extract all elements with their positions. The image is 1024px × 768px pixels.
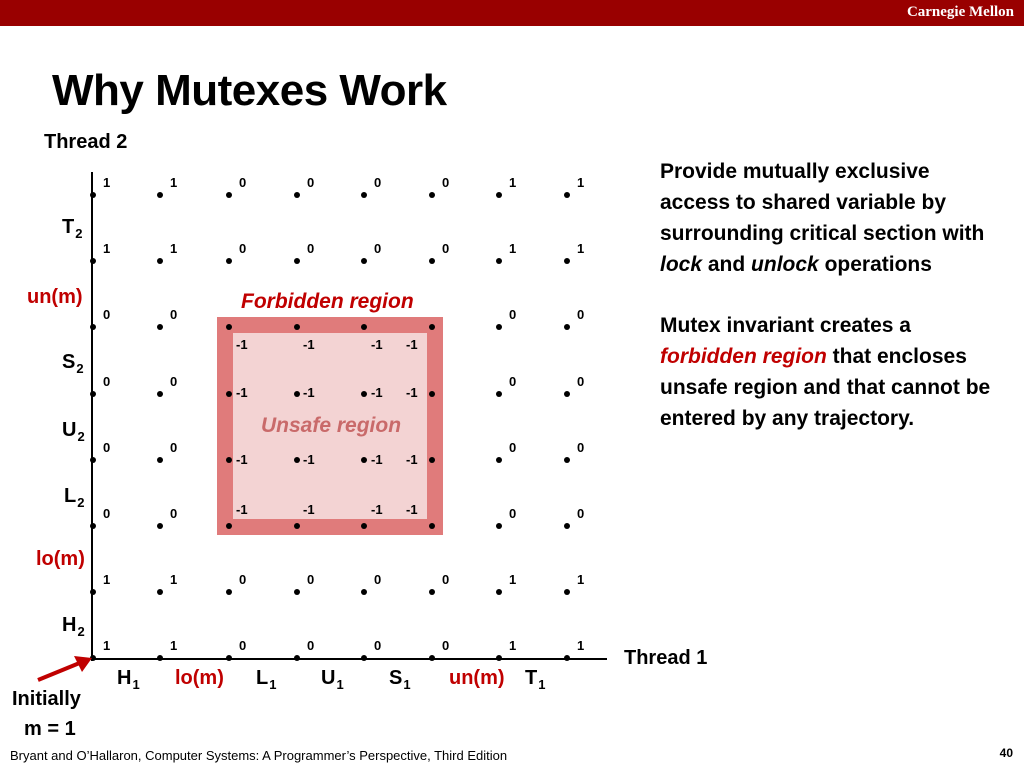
grid-value-forbidden: -1: [406, 385, 418, 400]
grid-value-forbidden: -1: [371, 385, 383, 400]
y-axis-label: $T_2$: [62, 216, 83, 241]
explanation-paragraph-1: Provide mutually exclusive access to shared variable by surrounding critical section with lock and unlock operations: [660, 160, 985, 276]
y-axis-line: [91, 172, 93, 661]
initially-label: Initially: [12, 688, 81, 710]
grid-value: 0: [103, 307, 111, 322]
grid-dot: [226, 258, 232, 264]
grid-dot: [226, 523, 232, 529]
grid-value: 0: [442, 175, 450, 190]
y-axis-title: Thread 2: [44, 131, 128, 153]
grid-dot: [294, 258, 300, 264]
grid-value: 1: [103, 241, 111, 256]
grid-dot: [294, 391, 300, 397]
grid-dot: [496, 655, 502, 661]
header-bar: [0, 0, 1024, 26]
y-axis-label: $U_2$: [62, 419, 85, 444]
y-axis-label: $L_2$: [64, 485, 85, 510]
grid-value-forbidden: -1: [236, 337, 248, 352]
grid-dot: [361, 589, 367, 595]
grid-dot: [564, 589, 570, 595]
grid-dot: [90, 457, 96, 463]
grid-dot: [496, 523, 502, 529]
grid-value: 0: [170, 440, 178, 455]
grid-value: 0: [442, 572, 450, 587]
grid-value: 0: [509, 374, 517, 389]
grid-dot: [226, 589, 232, 595]
grid-dot: [496, 324, 502, 330]
grid-value-forbidden: -1: [303, 502, 315, 517]
grid-dot: [496, 391, 502, 397]
grid-value: 0: [577, 440, 585, 455]
grid-dot: [294, 192, 300, 198]
grid-dot: [157, 391, 163, 397]
grid-value: 1: [103, 572, 111, 587]
unlock-term: unlock: [751, 253, 819, 276]
grid-value-forbidden: -1: [371, 452, 383, 467]
x-axis-line: [91, 658, 607, 660]
grid-value: 0: [239, 241, 247, 256]
grid-value-forbidden: -1: [371, 337, 383, 352]
grid-dot: [294, 523, 300, 529]
grid-value: 0: [103, 506, 111, 521]
grid-dot: [90, 192, 96, 198]
x-axis-title: Thread 1: [624, 647, 708, 669]
grid-dot: [429, 324, 435, 330]
grid-dot: [361, 258, 367, 264]
grid-value: 1: [509, 572, 517, 587]
grid-value: 0: [170, 307, 178, 322]
grid-value: 0: [374, 241, 382, 256]
grid-dot: [294, 324, 300, 330]
x-axis-label: $T_1$: [525, 667, 546, 692]
explanation-paragraph-2: Mutex invariant creates a forbidden region that encloses unsafe region and that cannot be entered by any trajectory.: [660, 314, 991, 430]
x-axis-label: $H_1$: [117, 667, 140, 692]
y-axis-label: $H_2$: [62, 614, 85, 639]
grid-dot: [226, 391, 232, 397]
grid-dot: [90, 324, 96, 330]
grid-dot: [157, 655, 163, 661]
grid-dot: [496, 192, 502, 198]
y-axis-label: $S_2$: [62, 351, 84, 376]
grid-value-forbidden: -1: [406, 452, 418, 467]
brand-name: Carnegie Mellon: [906, 4, 1014, 20]
grid-dot: [226, 192, 232, 198]
x-axis-label: $S_1$: [389, 667, 411, 692]
grid-value: 0: [239, 572, 247, 587]
grid-dot: [429, 391, 435, 397]
grid-value: 1: [577, 572, 585, 587]
grid-value: 1: [170, 241, 178, 256]
grid-value: 0: [577, 374, 585, 389]
grid-value: 1: [170, 175, 178, 190]
grid-value: 0: [442, 638, 450, 653]
grid-dot: [564, 655, 570, 661]
grid-value: 0: [239, 175, 247, 190]
grid-value: 0: [509, 307, 517, 322]
grid-value: 0: [307, 638, 315, 653]
grid-value: 1: [170, 572, 178, 587]
grid-value: 0: [442, 241, 450, 256]
grid-dot: [157, 258, 163, 264]
grid-dot: [361, 391, 367, 397]
grid-value: 0: [170, 506, 178, 521]
explanation-text: [660, 156, 1000, 464]
grid-value: 1: [509, 175, 517, 190]
grid-value-forbidden: -1: [406, 337, 418, 352]
grid-dot: [429, 258, 435, 264]
grid-value-forbidden: -1: [303, 452, 315, 467]
grid-value: 0: [170, 374, 178, 389]
grid-value: 1: [103, 638, 111, 653]
grid-dot: [361, 192, 367, 198]
grid-value: 1: [103, 175, 111, 190]
slide-title: Why Mutexes Work: [52, 66, 447, 115]
grid-value: 1: [577, 241, 585, 256]
grid-value-forbidden: -1: [236, 452, 248, 467]
grid-value: 0: [374, 175, 382, 190]
forbidden-region-term: forbidden region: [660, 345, 827, 368]
y-axis-label: lo(m): [36, 548, 85, 570]
grid-dot: [564, 192, 570, 198]
grid-value-forbidden: -1: [236, 502, 248, 517]
x-axis-label: $U_1$: [321, 667, 344, 692]
grid-dot: [361, 457, 367, 463]
initial-mutex-value: m = 1: [24, 718, 76, 740]
grid-dot: [564, 391, 570, 397]
grid-dot: [564, 523, 570, 529]
grid-value: 1: [577, 175, 585, 190]
grid-value: 0: [307, 175, 315, 190]
grid-value: 0: [103, 440, 111, 455]
grid-dot: [157, 523, 163, 529]
grid-dot: [361, 655, 367, 661]
grid-dot: [90, 523, 96, 529]
grid-dot: [90, 589, 96, 595]
grid-dot: [564, 457, 570, 463]
grid-dot: [361, 523, 367, 529]
initial-state-arrow-icon: [30, 650, 94, 686]
grid-value: 0: [307, 572, 315, 587]
grid-value: 1: [577, 638, 585, 653]
grid-value: 1: [509, 241, 517, 256]
y-axis-label: un(m): [27, 286, 83, 308]
grid-dot: [564, 258, 570, 264]
grid-dot: [564, 324, 570, 330]
x-axis-label: $L_1$: [256, 667, 277, 692]
grid-value: 0: [239, 638, 247, 653]
x-axis-label: un(m): [449, 667, 505, 689]
lock-term: lock: [660, 253, 703, 276]
grid-dot: [157, 589, 163, 595]
grid-value-forbidden: -1: [406, 502, 418, 517]
grid-value: 1: [509, 638, 517, 653]
grid-value: 0: [509, 506, 517, 521]
grid-dot: [496, 457, 502, 463]
grid-value: 0: [509, 440, 517, 455]
grid-dot: [429, 589, 435, 595]
grid-value: 0: [577, 506, 585, 521]
grid-dot: [157, 192, 163, 198]
grid-dot: [226, 457, 232, 463]
grid-dot: [294, 589, 300, 595]
citation: Bryant and O’Hallaron, Computer Systems: A Programmer’s Perspective, Third Edition: [10, 748, 508, 763]
grid-value: 0: [374, 572, 382, 587]
grid-dot: [429, 523, 435, 529]
page-number: 40: [999, 746, 1013, 760]
grid-dot: [157, 324, 163, 330]
grid-dot: [90, 258, 96, 264]
grid-dot: [496, 589, 502, 595]
grid-value-forbidden: -1: [303, 385, 315, 400]
grid-value-forbidden: -1: [371, 502, 383, 517]
forbidden-region-label: Forbidden region: [241, 290, 414, 313]
grid-dot: [429, 655, 435, 661]
grid-dot: [294, 457, 300, 463]
grid-dot: [429, 192, 435, 198]
grid-value: 0: [103, 374, 111, 389]
unsafe-region-label: Unsafe region: [261, 414, 402, 437]
grid-value-forbidden: -1: [236, 385, 248, 400]
grid-dot: [429, 457, 435, 463]
grid-dot: [226, 324, 232, 330]
grid-value: 0: [307, 241, 315, 256]
grid-dot: [226, 655, 232, 661]
grid-value: 0: [577, 307, 585, 322]
grid-dot: [361, 324, 367, 330]
x-axis-label: lo(m): [175, 667, 224, 689]
grid-value: 1: [170, 638, 178, 653]
grid-dot: [294, 655, 300, 661]
grid-dot: [496, 258, 502, 264]
grid-value: 0: [374, 638, 382, 653]
grid-dot: [90, 391, 96, 397]
grid-dot: [157, 457, 163, 463]
grid-value-forbidden: -1: [303, 337, 315, 352]
